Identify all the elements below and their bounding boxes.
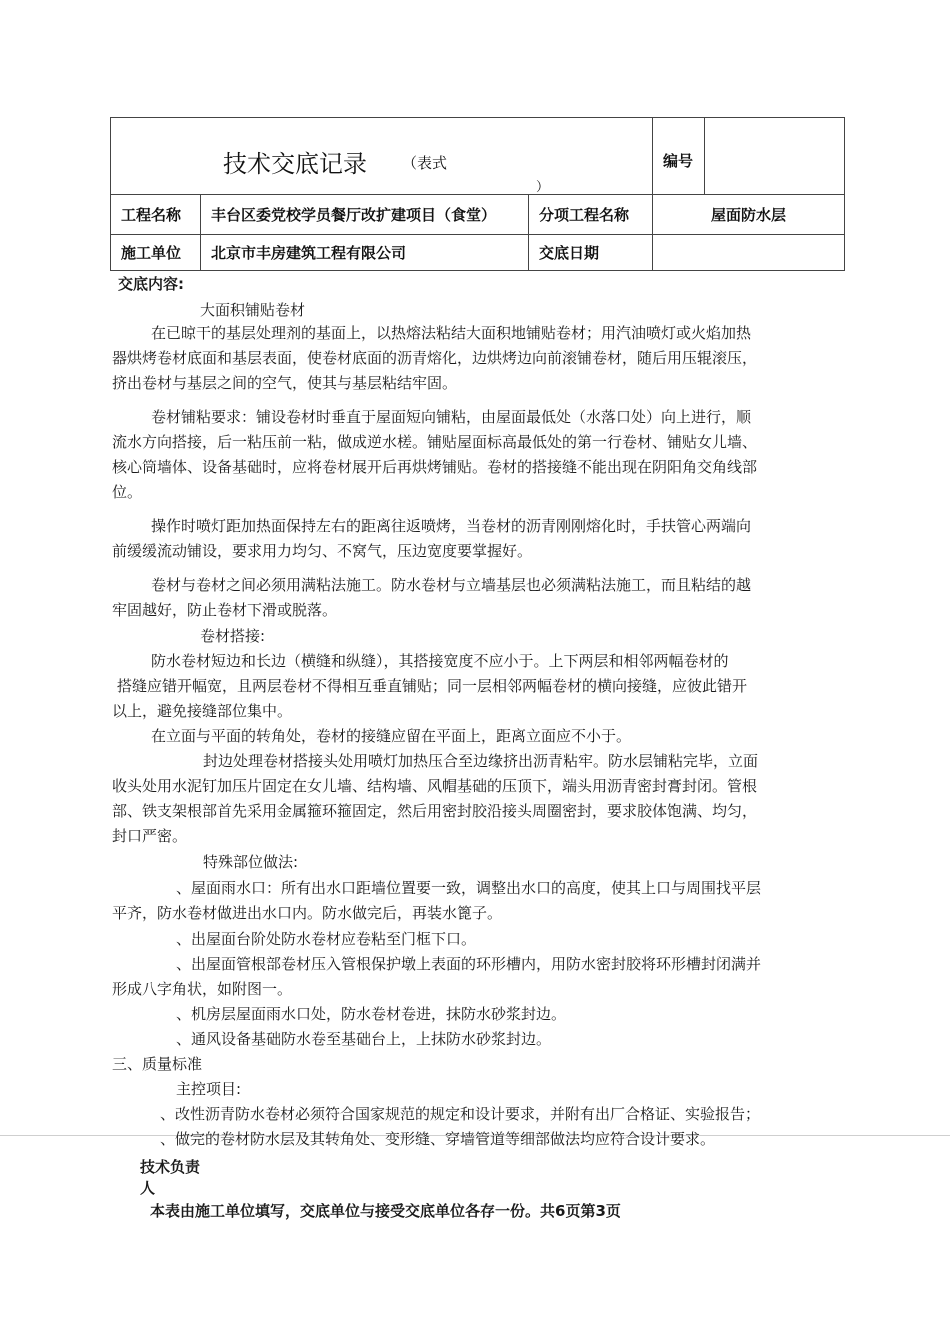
header-table [110,117,845,271]
text-line: 收头处用水泥钉加压片固定在女儿墙、结构墙、风帽基础的压顶下，端头用沥青密封膏封闭。管根 [112,777,758,795]
title-cell [111,118,653,195]
list-item: 、机房层屋面雨水口处，防水卷材卷进，抹防水砂浆封边。 [176,1005,567,1023]
footer-note: 本表由施工单位填写，交底单位与接受交底单位各存一份。共6页第3页 [150,1202,621,1220]
section-title: 特殊部位做法: [203,853,299,871]
text-line: 在已晾干的基层处理剂的基面上，以热熔法粘结大面积地铺贴卷材；用汽油喷灯或火焰加热 [151,324,752,342]
project-label: 工程名称 [111,195,201,235]
title-paren: ） [536,180,550,195]
list-item: 、出屋面台阶处防水卷材应卷粘至门框下口。 [176,930,477,948]
section-title: 大面积铺贴卷材 [200,301,306,319]
subproject-label: 分项工程名称 [529,195,653,235]
text-line: 平齐，防水卷材做进出水口内。防水做完后，再装水篦子。 [112,904,503,922]
contractor-label: 施工单位 [111,235,201,271]
date-value [653,235,845,271]
tech-lead-label: 技术负责 [140,1158,201,1176]
title-suffix: （表式 [402,154,448,172]
text-line: 位。 [112,483,143,501]
section-title: 主控项目: [176,1080,242,1098]
bianhao-label: 编号 [653,118,705,195]
date-label: 交底日期 [529,235,653,271]
contractor-value: 北京市丰房建筑工程有限公司 [201,235,529,271]
text-line: 封边处理卷材搭接头处用喷灯加热压合至边缘挤出沥青粘牢。防水层铺粘完毕，立面 [203,752,759,770]
text-line: 在立面与平面的转角处，卷材的接缝应留在平面上，距离立面应不小于。 [151,727,632,745]
list-item: 、做完的卷材防水层及其转角处、变形缝、穿墙管道等细部做法均应符合设计要求。 [160,1130,716,1148]
text-line: 挤出卷材与基层之间的空气，使其与基层粘结牢固。 [112,374,458,392]
text-line: 形成八字角状，如附图一。 [112,980,293,998]
text-line: 牢固越好，防止卷材下滑或脱落。 [112,601,338,619]
text-line: 前缓缓流动铺设，要求用力均匀、不窝气，压边宽度要掌握好。 [112,542,533,560]
text-line: 搭缝应错开幅宽，且两层卷材不得相互垂直铺贴；同一层相邻两幅卷材的横向接缝，应彼此错开 [117,677,748,695]
text-line: 器烘烤卷材底面和基层表面，使卷材底面的沥青熔化，边烘烤边向前滚铺卷材，随后用压辊滚压， [112,349,758,367]
text-line: 防水卷材短边和长边（横缝和纵缝），其搭接宽度不应小于。上下两层和相邻两幅卷材的 [151,652,729,670]
text-line: 卷材与卷材之间必须用满粘法施工。防水卷材与立墙基层也必须满粘法施工，而且粘结的越 [151,576,752,594]
list-item: 、通风设备基础防水卷至基础台上，上抹防水砂浆封边。 [176,1030,552,1048]
section-title: 三、质量标准 [112,1055,203,1073]
text-line: 部、铁支架根部首先采用金属箍环箍固定，然后用密封胶沿接头周圈密封，要求胶体饱满、均匀， [112,802,758,820]
text-line: 核心筒墙体、设备基础时，应将卷材展开后再烘烤铺贴。卷材的搭接缝不能出现在阴阳角交角线部 [112,458,758,476]
project-name: 丰台区委党校学员餐厅改扩建项目（食堂） [201,195,529,235]
list-item: 、屋面雨水口：所有出水口距墙位置要一致，调整出水口的高度，使其上口与周围找平层 [176,879,762,897]
text-line: 以上，避免接缝部位集中。 [112,702,293,720]
subproject-value: 屋面防水层 [653,195,845,235]
tech-lead-label-cont: 人 [140,1179,156,1197]
text-line: 卷材铺粘要求：铺设卷材时垂直于屋面短向铺粘，由屋面最低处（水落口处）向上进行，顺 [151,408,752,426]
page-title: 技术交底记录 [223,150,367,178]
list-item: 、改性沥青防水卷材必须符合国家规范的规定和设计要求，并附有出厂合格证、实验报告； [160,1105,761,1123]
text-line: 流水方向搭接，后一粘压前一粘，做成逆水槎。铺贴屋面标高最低处的第一行卷材、铺贴女儿墙、 [112,433,758,451]
section-title: 卷材搭接: [200,627,266,645]
bianhao-value [705,118,845,195]
content-heading: 交底内容: [118,275,184,293]
text-line: 操作时喷灯距加热面保持左右的距离往返喷烤，当卷材的沥青刚刚熔化时，手扶管心两端向 [151,517,752,535]
list-item: 、出屋面管根部卷材压入管根保护墩上表面的环形槽内，用防水密封胶将环形槽封闭满并 [176,955,762,973]
text-line: 封口严密。 [112,827,188,845]
